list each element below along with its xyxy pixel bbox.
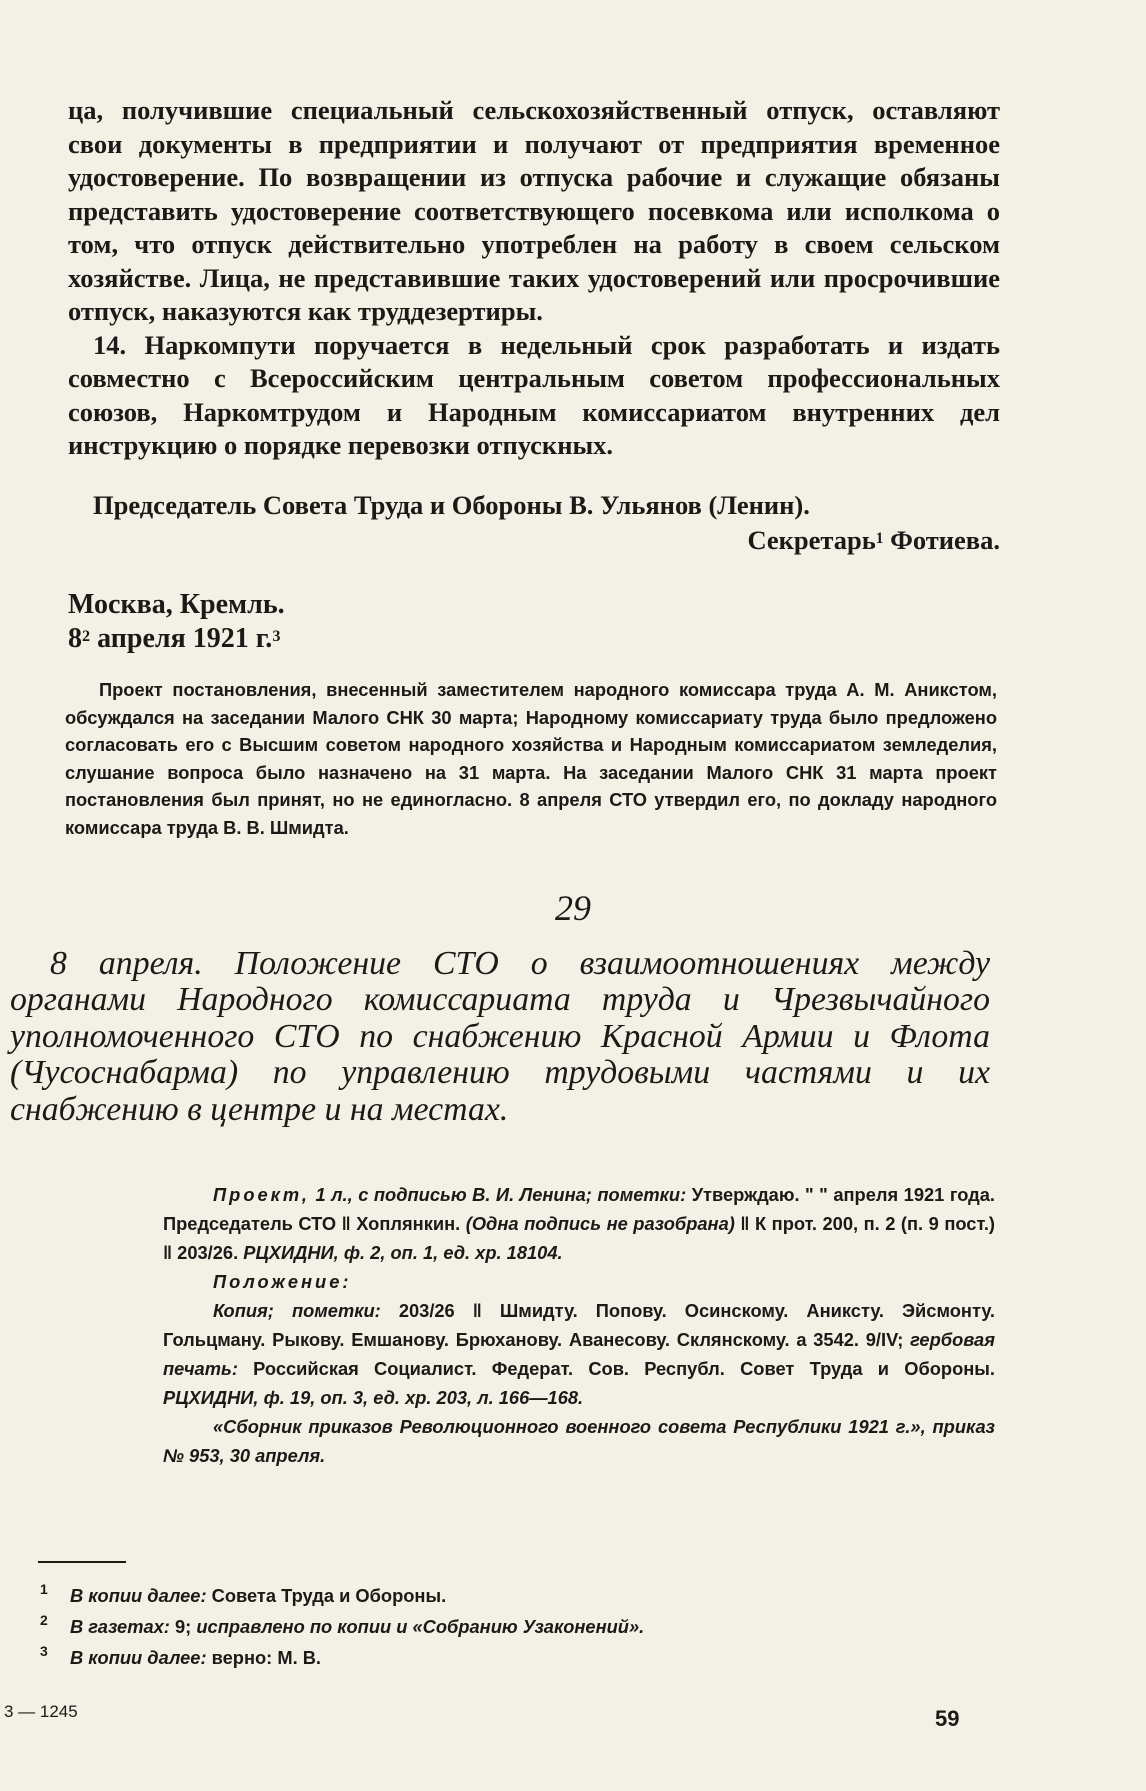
- archival-position-label: Положение:: [213, 1271, 352, 1292]
- paragraph-continued: ца, получившие специальный сельскохозяйственный отпуск, оставляют свои документы в предприятии и получают от предприятия временное удостоверение. По возвращении из отпуска рабочие и служащие обязаны представить удостоверение соответствующего посевкома или исполкома о том, что отпуск действительно употреблен на работу в своем сельском хозяйстве. Лица, не представившие таких удостоверений или просрочившие отпуск, наказуются как труддезертиры.: [68, 95, 1000, 326]
- document-number: 29: [555, 888, 591, 928]
- archival-draft: Проект, 1 л., с подписью В. И. Ленина; пометки: Утверждаю. " " апреля 1921 года. Председатель СТО ‖ Хоплянкин. (Одна подпись не разобрана) ‖ К прот. 200, п. 2 (п. 9 пост.) ‖ 203/26. РЦХИДНИ, ф. 2, оп. 1, ед. хр. 18104.: [163, 1184, 995, 1263]
- secretary-signature: Секретарь$^1$ Фотиева.: [747, 525, 1000, 555]
- paragraph-14: 14. Наркомпути поручается в недельный срок разработать и издать совместно с Всероссийским центральным советом профессиональных союзов, Наркомтрудом и Народным комиссариатом внутренних дел инструкцию о порядке перевозки отпускных.: [68, 329, 1000, 460]
- date: $8^2$ апреля 1921 г.$^3$: [68, 623, 281, 654]
- printer-signature-mark: 3 — 1245: [4, 1702, 78, 1721]
- chairman-signature: Председатель Совета Труда и Обороны В. Ульянов (Ленин).: [93, 489, 810, 520]
- footnote-divider: [38, 1561, 126, 1563]
- main-text: [68, 94, 1000, 558]
- footnote: 2 В газетах: 9; исправлено по копии и «Собранию Узаконений».: [40, 1612, 645, 1637]
- document-title: 8 апреля. Положение СТО о взаимоотношениях между органами Народного комиссариата труда и Чрезвычайного уполномоченного СТО по снабжению Красной Армии и Флота (Чусоснабарма) по управлению трудовыми частями и их снабжению в центре и на местах.: [10, 945, 990, 1128]
- page-number: 59: [935, 1706, 960, 1731]
- place-date: [68, 588, 285, 656]
- place: Москва, Кремль.: [68, 589, 285, 620]
- editorial-note: Проект постановления, внесенный заместителем народного комиссара труда А. М. Аникстом, обсуждался на заседании Малого СНК 30 марта; Народному комиссариату труда было предложено согласовать его с Высшим советом народного хозяйства и Народным комиссариатом земледелия, слушание вопроса было назначено на 31 марта. На заседании Малого СНК 31 марта проект постановления был принят, но не единогласно. 8 апреля СТО утвердил его, по докладу народного комиссара труда В. В. Шмидта.: [65, 679, 997, 838]
- archival-collection: «Сборник приказов Революционного военного совета Республики 1921 г.», приказ № 953, 30 апреля.: [163, 1416, 995, 1466]
- footnote: 1 В копии далее: Совета Труда и Обороны.: [40, 1581, 447, 1606]
- archival-copy: Копия; пометки: 203/26 ‖ Шмидту. Попову. Осинскому. Аниксту. Эйсмонту. Гольцману. Рыкову. Емшанову. Брюханову. Аванесову. Склянскому. а 3542. 9/IV; гербовая печать: Российская Социалист. Федерат. Сов. Республ. Совет Труда и Обороны. РЦХИДНИ, ф. 19, оп. 3, ед. хр. 203, л. 166—168.: [163, 1300, 995, 1408]
- footnote: 3 В копии далее: верно: М. В.: [40, 1643, 322, 1668]
- archival-notes: [163, 1180, 995, 1470]
- footnotes: [40, 1580, 940, 1673]
